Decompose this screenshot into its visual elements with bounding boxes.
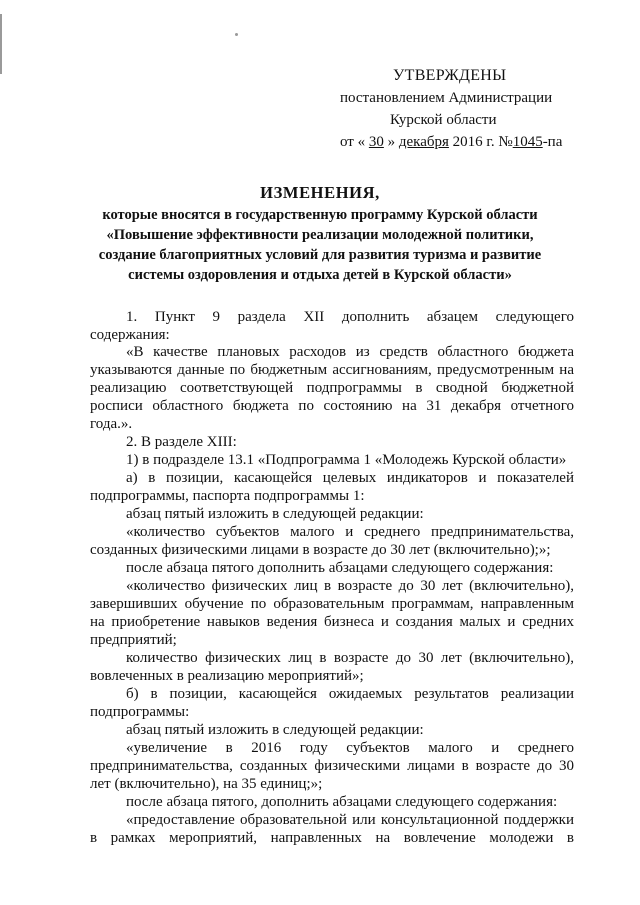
body-line: 2. В разделе XIII: [126, 434, 237, 450]
body-line: «увеличение в 2016 году субъектов малого и среднего [126, 740, 574, 756]
scan-dust-mark [235, 33, 238, 36]
body-line: б) в позиции, касающейся ожидаемых результатов реализации [126, 686, 574, 702]
body-line: после абзаца пятого, дополнить абзацами следующего содержания: [126, 794, 558, 810]
body-line: завершивших обучение по образовательным программам, направленным [90, 596, 574, 612]
subtitle-line-1: которые вносятся в государственную программу Курской области [102, 207, 538, 223]
body-line: лет (включительно), на 35 единиц;»; [90, 776, 323, 792]
body-line: количество физических лиц в возрасте до 30 лет (включительно), [126, 650, 574, 666]
body-line: 1. Пункт 9 раздела XII дополнить абзацем следующего [126, 309, 574, 325]
body-line: а) в позиции, касающейся целевых индикаторов и показателей [126, 470, 574, 486]
body-line: содержания: [90, 327, 170, 343]
body-line: вовлеченных в реализацию мероприятий»; [90, 668, 364, 684]
approval-title: УТВЕРЖДЕНЫ [393, 67, 507, 84]
document-title: ИЗМЕНЕНИЯ, [260, 183, 380, 202]
body-line: предпринимательства, созданных физическими лицами в возрасте до 30 [90, 758, 574, 774]
date-mid: » [387, 134, 396, 150]
body-line: «предоставление образовательной или консультационной поддержки [126, 812, 574, 828]
body-line: абзац пятый изложить в следующей редакции: [126, 506, 424, 522]
body-line: абзац пятый изложить в следующей редакции: [126, 722, 424, 738]
body-line: на приобретение навыков ведения бизнеса и создания малых и средних [90, 614, 574, 630]
body-line: в рамках мероприятий, направленных на вовлечение молодежи в [90, 830, 574, 846]
body-line: росписи областного бюджета по состоянию на 31 декабря отчетного [90, 398, 574, 414]
body-line: реализацию соответствующей подпрограммы в сводной бюджетной [90, 380, 574, 396]
document-number: 1045 [512, 134, 543, 150]
approval-region: Курской области [390, 112, 497, 128]
body-line: 1) в подразделе 13.1 «Подпрограмма 1 «Молодежь Курской области» [126, 452, 567, 468]
date-day: 30 [368, 134, 384, 150]
date-month: декабря [398, 134, 449, 150]
subtitle-line-4: системы оздоровления и отдыха детей в Курской области» [128, 267, 512, 283]
body-line: подпрограммы, паспорта подпрограммы 1: [90, 488, 365, 504]
date-prefix: от « [340, 134, 366, 150]
subtitle-line-2: «Повышение эффективности реализации молодежной политики, [106, 227, 534, 243]
body-line: созданных физическими лицами в возрасте до 30 лет (включительно);»; [90, 542, 551, 558]
approval-authority: постановлением Администрации [340, 90, 553, 106]
body-line: подпрограммы: [90, 704, 190, 720]
body-line: «количество физических лиц в возрасте до 30 лет (включительно), [126, 578, 574, 594]
body-line: указываются данные по бюджетным ассигнованиям, предусмотренным на [90, 362, 574, 378]
body-line: предприятий; [90, 632, 177, 648]
body-line: после абзаца пятого дополнить абзацами следующего содержания: [126, 560, 554, 576]
body-line: «количество субъектов малого и среднего предпринимательства, [126, 524, 574, 540]
body-line: «В качестве плановых расходов из средств областного бюджета [126, 344, 574, 360]
scan-edge-mark [0, 14, 2, 74]
number-suffix: -па [542, 134, 563, 150]
body-line: года.». [90, 416, 133, 432]
subtitle-line-3: создание благоприятных условий для развития туризма и развитие [98, 247, 542, 263]
date-year: 2016 г. № [452, 134, 513, 150]
